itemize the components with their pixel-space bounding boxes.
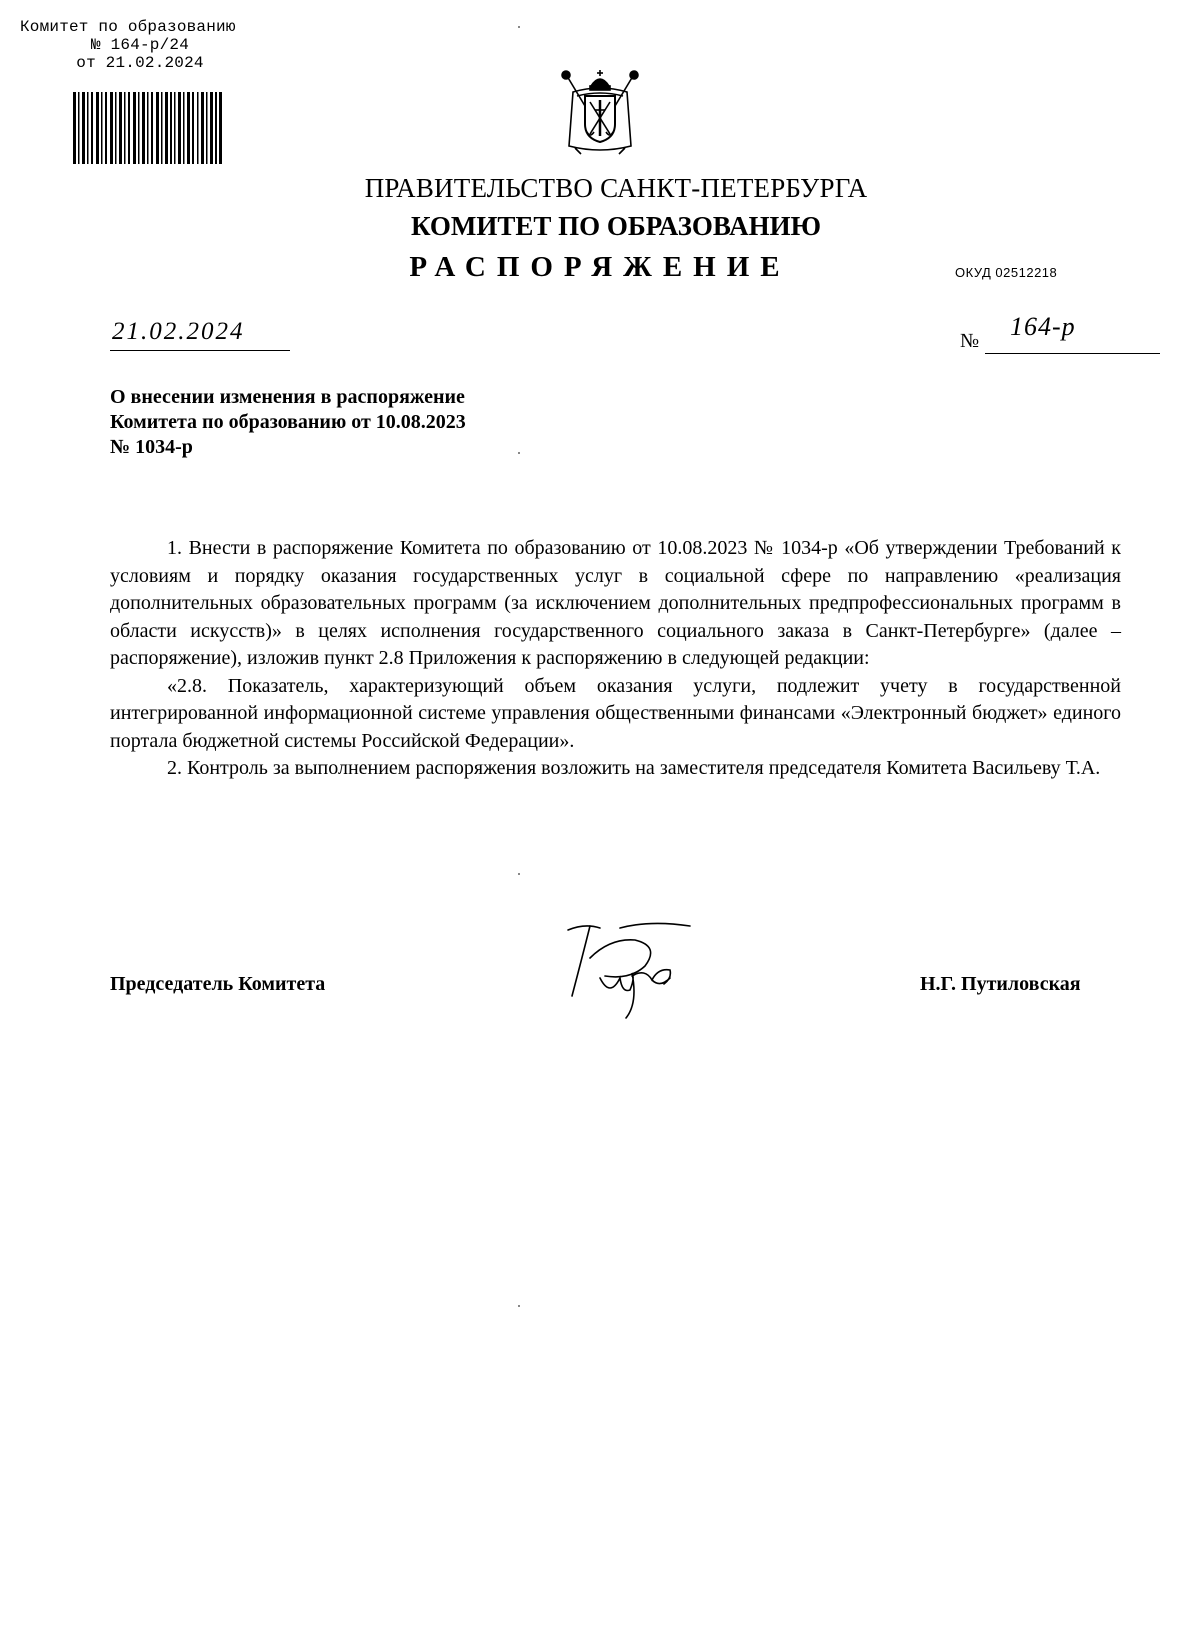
number-label: № — [960, 330, 980, 352]
document-body — [110, 535, 1121, 783]
stamp-date: от 21.02.2024 — [76, 54, 204, 72]
paragraph-3: 2. Контроль за выполнением распоряжения возложить на заместителя председателя Комитета Васильеву Т.А. — [167, 757, 1101, 779]
registration-stamp — [20, 18, 280, 72]
stamp-org: Комитет по образованию — [20, 18, 236, 36]
paragraph-2: «2.8. Показатель, характеризующий объем оказания услуги, подлежит учету в государственной интегрированной информационной системе управления общественными финансами «Электронный бюджет» единого портала бюджетной системы Российской Федерации». — [110, 674, 1121, 752]
government-title: ПРАВИТЕЛЬСТВО САНКТ-ПЕТЕРБУРГА — [364, 173, 868, 203]
scan-speck — [518, 26, 520, 28]
scan-speck — [518, 873, 520, 875]
scan-speck — [518, 452, 520, 454]
date-underline — [110, 350, 290, 351]
handwritten-date: 21.02.2024 — [112, 318, 245, 345]
document-type: РАСПОРЯЖЕНИЕ — [409, 251, 791, 283]
handwritten-signature-icon — [560, 918, 720, 1023]
subject-line: О внесении изменения в распоряжение — [110, 386, 465, 408]
barcode-icon — [73, 92, 223, 164]
committee-title: КОМИТЕТ ПО ОБРАЗОВАНИЮ — [410, 211, 822, 241]
coat-of-arms-icon — [555, 66, 645, 156]
signatory-title: Председатель Комитета — [110, 973, 326, 995]
subject-line: Комитета по образованию от 10.08.2023 — [110, 411, 466, 433]
subject-line: № 1034-р — [110, 436, 193, 458]
number-underline — [985, 353, 1160, 354]
scan-speck — [518, 1305, 520, 1307]
signatory-name: Н.Г. Путиловская — [920, 973, 1081, 995]
stamp-number: № 164-р/24 — [90, 36, 189, 54]
document-subject — [110, 385, 466, 460]
paragraph-1: 1. Внести в распоряжение Комитета по образованию от 10.08.2023 № 1034-р «Об утверждении Требований к условиям и порядку оказания государственных услуг в социальной сфере по направлению «реализация дополнительных образовательных программ (за исключением дополнительных предпрофессиональных программ в области искусств)» в целях исполнения государственного социального заказа в Санкт-Петербурге» (далее – распоряжение), изложив пункт 2.8 Приложения к распоряжению в следующей редакции: — [110, 537, 1121, 669]
handwritten-number: 164-р — [1010, 312, 1076, 341]
okud-code: ОКУД 02512218 — [955, 265, 1058, 280]
